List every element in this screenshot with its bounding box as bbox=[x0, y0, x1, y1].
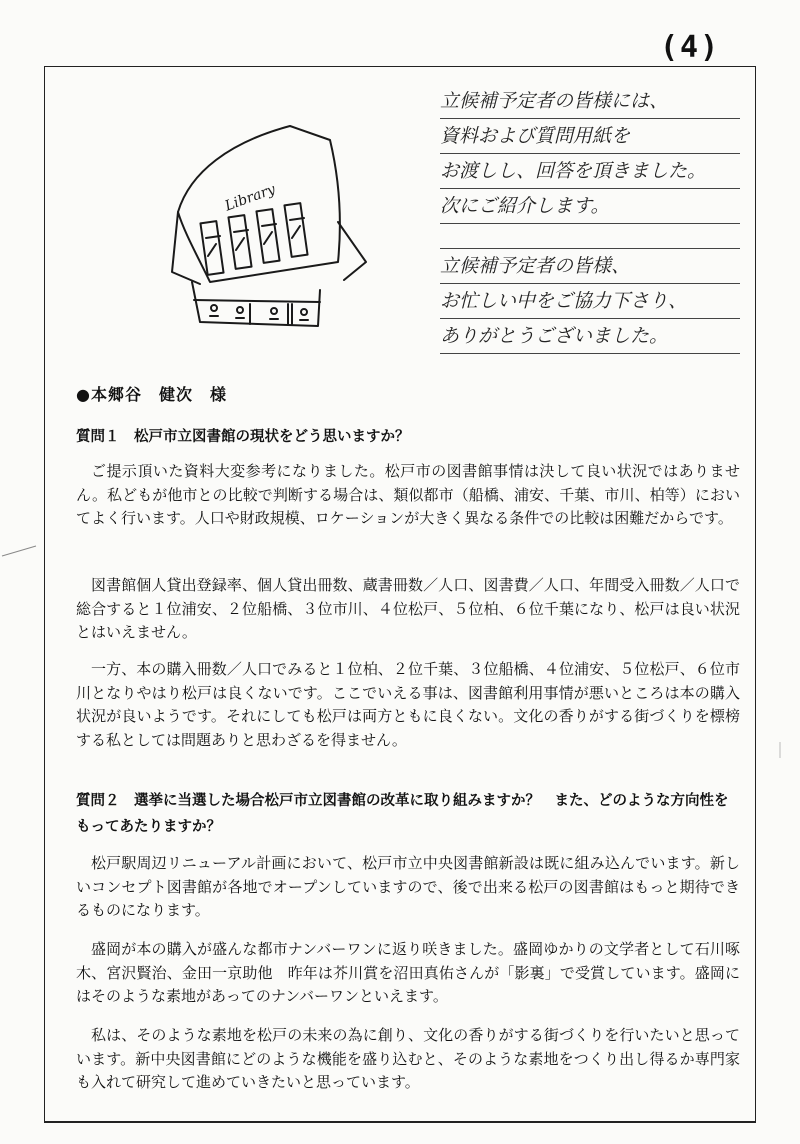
question-1-title: 質問１ 松戸市立図書館の現状をどう思いますか？ bbox=[76, 429, 410, 445]
note-line: ありがとうございました。 bbox=[440, 319, 740, 354]
handwritten-note bbox=[440, 84, 740, 354]
note-blank-line bbox=[440, 224, 740, 249]
note-line: お忙しい中をご協力下さり、 bbox=[440, 284, 740, 319]
question-2-paragraph: 盛岡が本の購入が盛んな都市ナンバーワンに返り咲きました。盛岡ゆかりの文学者として石川啄木、宮沢賢治、金田一京助他 昨年は芥川賞を沼田真佑さんが「影裏」で受賞しています。盛岡にはそのような素地があってのナンバーワンといえます。 bbox=[76, 940, 740, 1006]
note-line: お渡しし、回答を頂きました。 bbox=[440, 154, 740, 189]
question-1-paragraph: ご提示頂いた資料大変参考になりました。松戸市の図書館事情は決して良い状況ではありません。私どもが他市との比較で判断する場合は、類似都市（船橋、浦安、千葉、市川、柏等）においてよく行います。人口や財政規模、ロケーションが大きく異なる条件での比較は困難だからです。 bbox=[76, 462, 740, 528]
scan-mark bbox=[0, 540, 40, 560]
question-1-paragraph: 図書館個人貸出登録率、個人貸出冊数、蔵書冊数／人口、図書費／人口、年間受入冊数／人口で総合すると１位浦安、２位船橋、３位市川、４位松戸、５位柏、６位千葉になり、松戸は良い状況とはいえません。 bbox=[76, 576, 740, 642]
scan-mark bbox=[770, 740, 790, 760]
question-1-paragraph: 一方、本の購入冊数／人口でみると１位柏、２位千葉、３位船橋、４位浦安、５位松戸、６位市川となりやはり松戸は良くないです。ここでいえる事は、図書館利用事情が悪いところは本の購入状況が良いようです。それにしても松戸は両方ともに良くない。文化の香りがする街づくりを標榜する私としては問題ありと思わざるを得ません。 bbox=[76, 660, 740, 749]
library-building-icon bbox=[170, 112, 370, 352]
candidate-name: ●本郷谷 健次 様 bbox=[76, 385, 227, 404]
library-sign-text: Library bbox=[222, 181, 278, 215]
question-2-title: 質問２ 選挙に当選した場合松戸市立図書館の改革に取り組みますか？ また、どのような方向性をもってあたりますか？ bbox=[76, 793, 729, 835]
question-2-paragraph: 私は、そのような素地を松戸の未来の為に創り、文化の香りがする街づくりを行いたいと思っています。新中央図書館にどのような機能を盛り込むと、そのような素地をつくり出し得るか専門家も入れて研究して進めていきたいと思っています。 bbox=[76, 1026, 740, 1092]
note-line: 立候補予定者の皆様、 bbox=[440, 249, 740, 284]
note-line: 立候補予定者の皆様には、 bbox=[440, 84, 740, 119]
note-line: 資料および質問用紙を bbox=[440, 119, 740, 154]
page-number: (4) bbox=[660, 30, 721, 65]
note-line: 次にご紹介します。 bbox=[440, 189, 740, 224]
question-2-paragraph: 松戸駅周辺リニューアル計画において、松戸市立中央図書館新設は既に組み込んでいます。新しいコンセプト図書館が各地でオープンしていますので、後で出来る松戸の図書館はもっと期待できるものになります。 bbox=[76, 854, 740, 920]
